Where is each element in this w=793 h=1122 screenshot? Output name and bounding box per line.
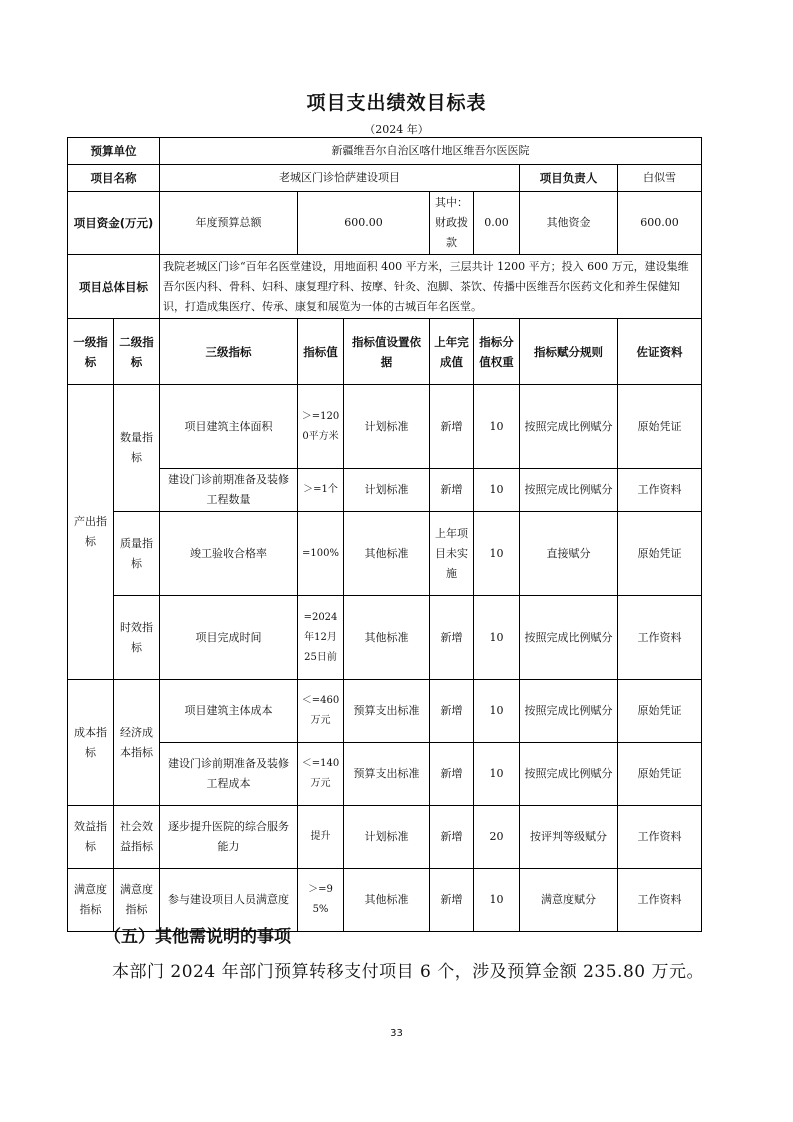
proof-cell: 原始凭证 bbox=[618, 512, 702, 596]
other-funds-value: 600.00 bbox=[618, 192, 702, 255]
col-header-level1: 一级指标 bbox=[68, 319, 114, 385]
basis-cell: 其他标准 bbox=[344, 869, 430, 932]
page-title: 项目支出绩效目标表 bbox=[306, 92, 487, 114]
weight-cell: 10 bbox=[474, 680, 520, 743]
level1-cost: 成本指标 bbox=[68, 680, 114, 806]
level2-satisfaction: 满意度指标 bbox=[114, 869, 160, 932]
table-row bbox=[68, 385, 702, 469]
prev-cell: 新增 bbox=[430, 596, 474, 680]
fiscal-value: 0.00 bbox=[474, 192, 520, 255]
rule-cell: 按照完成比例赋分 bbox=[520, 469, 618, 512]
weight-cell: 10 bbox=[474, 869, 520, 932]
value-cell: ＜=140万元 bbox=[298, 743, 344, 806]
col-header-prev: 上年完成值 bbox=[430, 319, 474, 385]
level1-benefit: 效益指标 bbox=[68, 806, 114, 869]
prev-cell: 新增 bbox=[430, 869, 474, 932]
unit-value: 新疆维吾尔自治区喀什地区维吾尔医医院 bbox=[160, 138, 702, 165]
level3-cell: 项目建筑主体面积 bbox=[160, 385, 298, 469]
proof-cell: 工作资料 bbox=[618, 596, 702, 680]
weight-cell: 10 bbox=[474, 596, 520, 680]
rule-cell: 按照完成比例赋分 bbox=[520, 680, 618, 743]
leader-label: 项目负责人 bbox=[520, 165, 618, 192]
col-header-level2: 二级指标 bbox=[114, 319, 160, 385]
proof-cell: 原始凭证 bbox=[618, 680, 702, 743]
rule-cell: 满意度赋分 bbox=[520, 869, 618, 932]
rule-cell: 按照完成比例赋分 bbox=[520, 743, 618, 806]
level3-cell: 逐步提升医院的综合服务能力 bbox=[160, 806, 298, 869]
weight-cell: 10 bbox=[474, 469, 520, 512]
proof-cell: 原始凭证 bbox=[618, 385, 702, 469]
value-cell: =2024年12月25日前 bbox=[298, 596, 344, 680]
value-cell: ＞=1个 bbox=[298, 469, 344, 512]
prev-cell: 新增 bbox=[430, 806, 474, 869]
level3-cell: 项目完成时间 bbox=[160, 596, 298, 680]
proof-cell: 工作资料 bbox=[618, 806, 702, 869]
project-name-label: 项目名称 bbox=[68, 165, 160, 192]
basis-cell: 预算支出标准 bbox=[344, 680, 430, 743]
year-label: （2024 年） bbox=[364, 123, 429, 136]
fiscal-label: 其中：财政拨款 bbox=[430, 192, 474, 255]
level3-cell: 项目建筑主体成本 bbox=[160, 680, 298, 743]
level2-timeliness: 时效指标 bbox=[114, 596, 160, 680]
fund-label: 项目资金(万元) bbox=[68, 192, 160, 255]
annual-budget-label: 年度预算总额 bbox=[160, 192, 298, 255]
value-cell: 提升 bbox=[298, 806, 344, 869]
col-header-rule: 指标赋分规则 bbox=[520, 319, 618, 385]
value-cell: =100% bbox=[298, 512, 344, 596]
proof-cell: 原始凭证 bbox=[618, 743, 702, 806]
level2-quantity: 数量指标 bbox=[114, 385, 160, 512]
table-row bbox=[68, 596, 702, 680]
section-heading: （五）其他需说明的事项 bbox=[104, 927, 291, 947]
prev-cell: 上年项目未实施 bbox=[430, 512, 474, 596]
col-header-basis: 指标值设置依据 bbox=[344, 319, 430, 385]
overall-goal-text: 我院老城区门诊“百年名医堂建设，用地面积 400 平方米，三层共计 1200 平方；投入 600 万元，建设集维吾尔医内科、骨科、妇科、康复理疗科、按摩、针灸、泡脚、茶饮、传播中医维吾尔医药文化和养生保健知识，打造成集医疗、传承、康复和展览为一体的古城百年名医堂。 bbox=[160, 255, 702, 319]
proof-cell: 工作资料 bbox=[618, 469, 702, 512]
table-row bbox=[68, 469, 702, 512]
basis-cell: 计划标准 bbox=[344, 469, 430, 512]
level2-quality: 质量指标 bbox=[114, 512, 160, 596]
col-header-level3: 三级指标 bbox=[160, 319, 298, 385]
prev-cell: 新增 bbox=[430, 680, 474, 743]
rule-cell: 直接赋分 bbox=[520, 512, 618, 596]
weight-cell: 10 bbox=[474, 512, 520, 596]
level1-satisfaction: 满意度指标 bbox=[68, 869, 114, 932]
basis-cell: 其他标准 bbox=[344, 512, 430, 596]
overall-goal-label: 项目总体目标 bbox=[68, 255, 160, 319]
rule-cell: 按照完成比例赋分 bbox=[520, 596, 618, 680]
body-paragraph: 本部门 2024 年部门预算转移支付项目 6 个，涉及预算金额 235.80 万元。 bbox=[112, 962, 704, 982]
table-row bbox=[68, 512, 702, 596]
col-header-value: 指标值 bbox=[298, 319, 344, 385]
level3-cell: 竣工验收合格率 bbox=[160, 512, 298, 596]
performance-table bbox=[67, 137, 702, 932]
level3-cell: 建设门诊前期准备及装修工程数量 bbox=[160, 469, 298, 512]
level1-output: 产出指标 bbox=[68, 385, 114, 680]
level2-social: 社会效益指标 bbox=[114, 806, 160, 869]
level2-economic: 经济成本指标 bbox=[114, 680, 160, 806]
project-name-value: 老城区门诊恰萨建设项目 bbox=[160, 165, 520, 192]
col-header-proof: 佐证资料 bbox=[618, 319, 702, 385]
rule-cell: 按照完成比例赋分 bbox=[520, 385, 618, 469]
annual-budget-value: 600.00 bbox=[298, 192, 430, 255]
prev-cell: 新增 bbox=[430, 385, 474, 469]
page-number: 33 bbox=[390, 1028, 403, 1039]
leader-value: 白似雪 bbox=[618, 165, 702, 192]
value-cell: ＞=1200平方米 bbox=[298, 385, 344, 469]
weight-cell: 10 bbox=[474, 385, 520, 469]
basis-cell: 计划标准 bbox=[344, 806, 430, 869]
proof-cell: 工作资料 bbox=[618, 869, 702, 932]
unit-label: 预算单位 bbox=[68, 138, 160, 165]
basis-cell: 预算支出标准 bbox=[344, 743, 430, 806]
value-cell: ＜=460万元 bbox=[298, 680, 344, 743]
level3-cell: 参与建设项目人员满意度 bbox=[160, 869, 298, 932]
rule-cell: 按评判等级赋分 bbox=[520, 806, 618, 869]
table-row bbox=[68, 743, 702, 806]
table-row bbox=[68, 680, 702, 743]
weight-cell: 20 bbox=[474, 806, 520, 869]
col-header-weight: 指标分值权重 bbox=[474, 319, 520, 385]
value-cell: ＞=95% bbox=[298, 869, 344, 932]
table-row bbox=[68, 806, 702, 869]
level3-cell: 建设门诊前期准备及装修工程成本 bbox=[160, 743, 298, 806]
other-funds-label: 其他资金 bbox=[520, 192, 618, 255]
weight-cell: 10 bbox=[474, 743, 520, 806]
basis-cell: 计划标准 bbox=[344, 385, 430, 469]
basis-cell: 其他标准 bbox=[344, 596, 430, 680]
prev-cell: 新增 bbox=[430, 469, 474, 512]
prev-cell: 新增 bbox=[430, 743, 474, 806]
